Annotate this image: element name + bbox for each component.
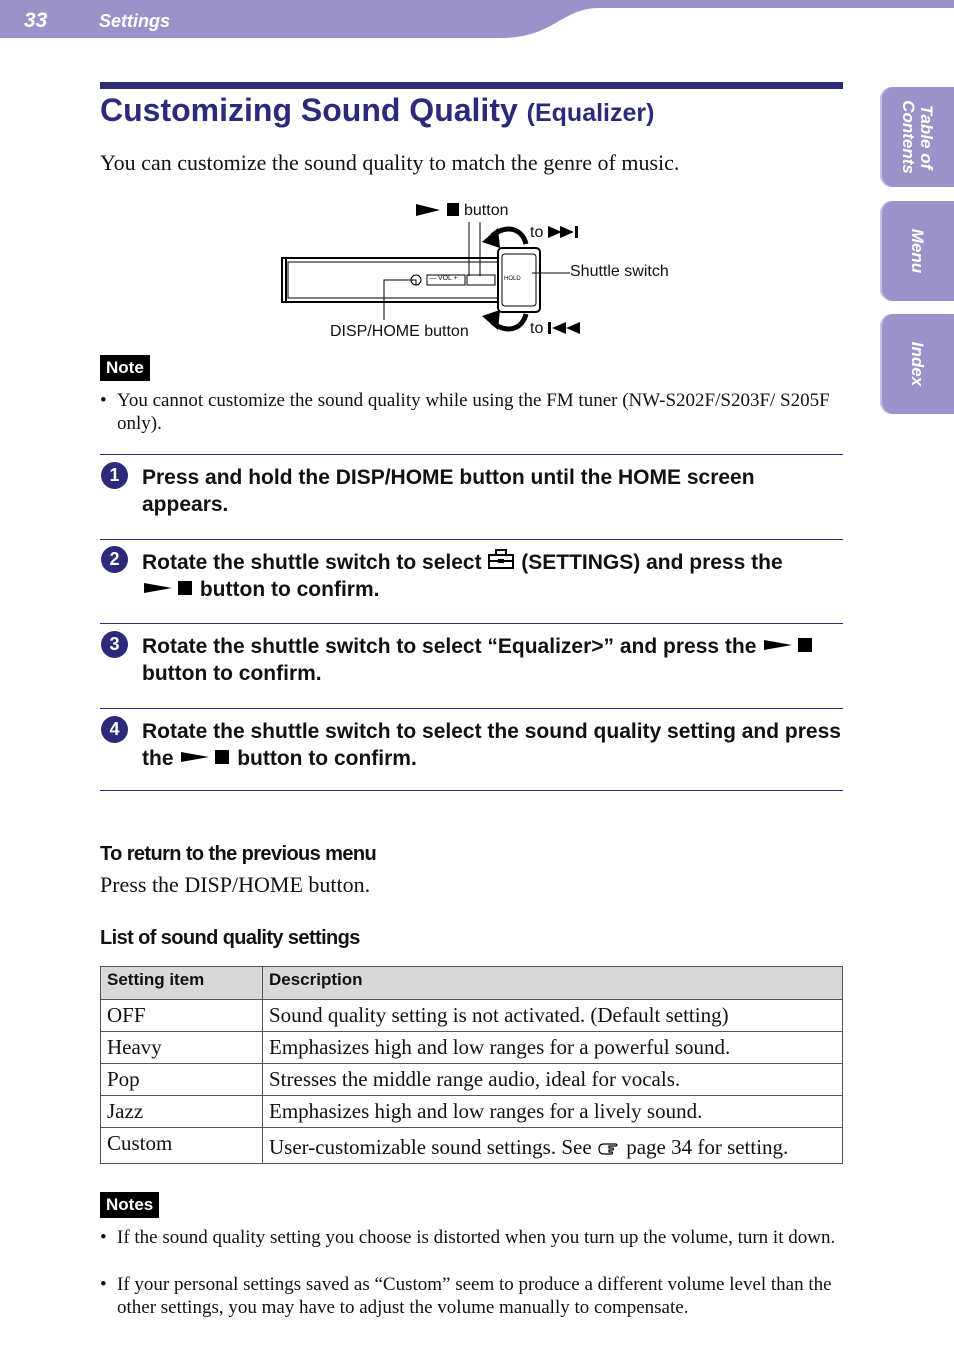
shuttle-switch-label: Shuttle switch — [570, 263, 669, 280]
play-stop-icon — [179, 748, 231, 766]
title-rule — [100, 82, 843, 89]
disp-home-label: DISP/HOME button — [330, 323, 469, 340]
setting-description: Emphasizes high and low ranges for a lively sound. — [263, 1096, 843, 1128]
table-row — [101, 1064, 843, 1096]
return-heading: To return to the previous menu — [100, 843, 377, 865]
setting-item: Custom — [101, 1128, 263, 1164]
note-item: • You cannot customize the sound quality while using the FM tuner (NW-S202F/S203F/ S205F only). — [100, 390, 830, 434]
tab-label: Menu — [908, 228, 927, 274]
tab-menu[interactable] — [880, 201, 954, 301]
step-divider — [100, 623, 843, 624]
section-name: Settings — [99, 11, 171, 31]
step-3-text: Rotate the shuttle switch to select “Equalizer>” and press the button to confirm. — [142, 633, 842, 687]
play-stop-icon — [142, 579, 194, 597]
step-divider — [100, 708, 843, 709]
setting-description: Sound quality setting is not activated. (Default setting) — [263, 1000, 843, 1032]
step-number: 3 — [101, 631, 128, 658]
settings-toolbox-icon — [487, 548, 515, 570]
step-number: 1 — [101, 462, 128, 489]
tab-table-of-contents[interactable] — [880, 87, 954, 187]
tab-label: Table of Contents — [899, 100, 936, 174]
notes-item: • If the sound quality setting you choose is distorted when you turn up the volume, turn it down. — [100, 1227, 836, 1248]
page-title: Customizing Sound Quality (Equalizer) — [100, 92, 655, 128]
setting-item: OFF — [101, 1000, 263, 1032]
play-stop-icon — [762, 636, 814, 654]
setting-description: Stresses the middle range audio, ideal for vocals. — [263, 1064, 843, 1096]
to-next-label: to — [530, 224, 544, 241]
device-vol-label: — VOL + — [429, 275, 458, 282]
setting-description: User-customizable sound settings. See page 34 for setting. — [263, 1128, 843, 1164]
step-2-text: Rotate the shuttle switch to select (SETTINGS) and press the button to confirm. — [142, 548, 842, 603]
column-header: Description — [263, 967, 843, 1000]
setting-item: Heavy — [101, 1032, 263, 1064]
step-4-text: Rotate the shuttle switch to select the sound quality setting and press the button to confirm. — [142, 720, 841, 770]
note-badge: Note — [100, 355, 150, 381]
notes-badge: Notes — [100, 1192, 159, 1218]
device-diagram — [270, 196, 690, 346]
device-hold-label: HOLD — [504, 276, 521, 282]
step-number: 2 — [101, 546, 128, 573]
table-row — [101, 1128, 843, 1164]
notes-item: • If your personal settings saved as “Custom” seem to produce a different volume level than the other settings, you may have to adjust the volume manually to compensate. — [100, 1274, 832, 1318]
step-divider — [100, 790, 843, 791]
setting-item: Jazz — [101, 1096, 263, 1128]
column-header: Setting item — [101, 967, 263, 1000]
step-number: 4 — [101, 716, 128, 743]
pointing-hand-icon — [597, 1140, 621, 1156]
tab-index[interactable] — [880, 314, 954, 414]
to-prev-label: to — [530, 320, 544, 337]
table-header-row — [101, 967, 843, 1000]
page-number: 33 — [24, 9, 48, 32]
tab-label: Index — [908, 341, 927, 387]
setting-description: Emphasizes high and low ranges for a powerful sound. — [263, 1032, 843, 1064]
play-button-label: button — [464, 202, 509, 219]
setting-item: Pop — [101, 1064, 263, 1096]
return-text: Press the DISP/HOME button. — [100, 872, 371, 897]
step-1-text: Press and hold the DISP/HOME button until the HOME screen appears. — [142, 466, 755, 516]
page-reference-link[interactable]: page 34 for setting. — [597, 1135, 788, 1159]
intro-text: You can customize the sound quality to match the genre of music. — [100, 150, 680, 175]
list-heading: List of sound quality settings — [100, 927, 360, 949]
table-row — [101, 1000, 843, 1032]
step-divider — [100, 539, 843, 540]
settings-table — [100, 966, 843, 1164]
table-row — [101, 1096, 843, 1128]
step-divider — [100, 454, 843, 455]
page-subtitle: (Equalizer) — [526, 99, 655, 127]
table-row — [101, 1032, 843, 1064]
